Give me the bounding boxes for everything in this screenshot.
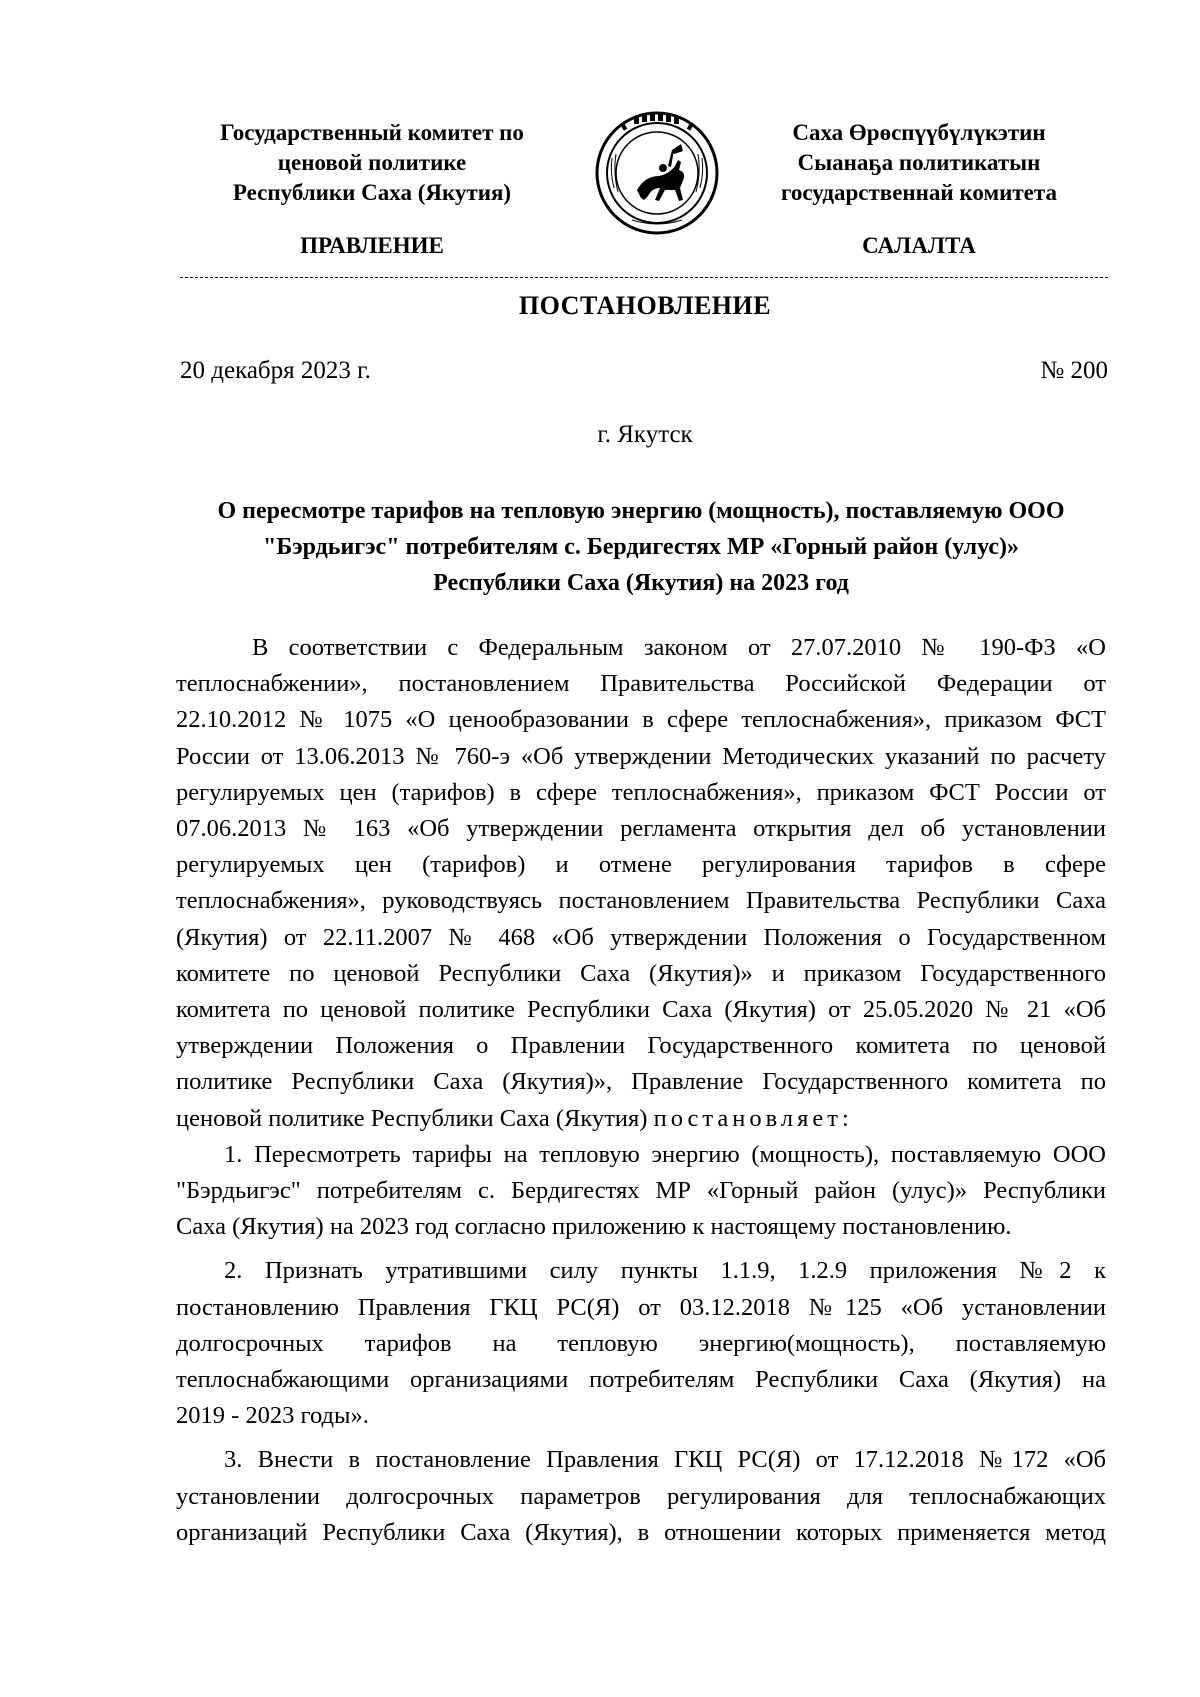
sakha-republic-emblem-icon xyxy=(592,108,722,238)
body-line: 1. Пересмотреть тарифы на тепловую энергию (мощность), поставляемую ООО xyxy=(224,1140,1106,1168)
document-body xyxy=(176,630,1106,1551)
header-left-block xyxy=(176,118,568,208)
body-line: организаций Республики Саха (Якутия), в отношении которых применяется метод xyxy=(176,1518,1106,1546)
header-right-line: Саха Өрөспүүбүлүкэтин xyxy=(792,120,1046,145)
body-line: долгосрочных тарифов на тепловую энергию(мощность), поставляемую xyxy=(176,1329,1106,1357)
body-line: 2019 - 2023 годы». xyxy=(176,1402,369,1430)
body-line: политике Республики Саха (Якутия)», Правление Государственного комитета по xyxy=(176,1068,1106,1096)
body-line: регулируемых цен (тарифов) и отмене регулирования тарифов в сфере xyxy=(176,851,1106,879)
body-line: комитета по ценовой политике Республики Саха (Якутия) от 25.05.2020 № 21 «Об xyxy=(176,996,1106,1024)
preamble-verb: постановляет: xyxy=(653,1104,853,1132)
title-line: Республики Саха (Якутия) на 2023 год xyxy=(433,570,849,596)
document-title xyxy=(176,493,1106,601)
body-line: 3. Внести в постановление Правления ГКЦ РС(Я) от 17.12.2018 №172 «Об xyxy=(224,1446,1106,1474)
document-city: г. Якутск xyxy=(597,421,693,448)
header-divider xyxy=(180,277,1108,278)
header-right-line: Сыанаҕа политикатын xyxy=(797,150,1041,175)
header-right-block xyxy=(748,118,1090,208)
title-line: "Бэрдьигэс" потребителям с. Бердигестях МР «Горный район (улус)» xyxy=(263,534,1019,560)
title-line: О пересмотре тарифов на тепловую энергию (мощность), поставляемую ООО xyxy=(217,498,1065,524)
body-line: утверждении Положения о Правлении Государственного комитета по ценовой xyxy=(176,1032,1106,1060)
body-line: 07.06.2013 № 163 «Об утверждении регламента открытия дел об установлении xyxy=(176,815,1106,843)
preamble-last-text: ценовой политике Республики Саха (Якутия) xyxy=(176,1104,648,1132)
item-3-paragraph xyxy=(176,1442,1106,1551)
document-type: ПОСТАНОВЛЕНИЕ xyxy=(518,291,772,320)
body-line: установлении долгосрочных параметров регулирования для теплоснабжающих xyxy=(176,1482,1106,1510)
item-2-paragraph xyxy=(176,1253,1106,1434)
body-line: России от 13.06.2013 № 760-э «Об утверждении Методических указаний по расчету xyxy=(176,742,1106,770)
document-number: № 200 xyxy=(1040,357,1108,384)
body-line-last xyxy=(176,1101,1106,1137)
body-line: Саха (Якутия) на 2023 год согласно приложению к настоящему постановлению. xyxy=(176,1213,1012,1241)
body-line: комитете по ценовой Республики Саха (Якутия)» и приказом Государственного xyxy=(176,959,1106,987)
body-line: "Бэрдьигэс" потребителям с. Бердигестях МР «Горный район (улус)» Республики xyxy=(176,1177,1106,1205)
body-line: регулируемых цен (тарифов) в сфере теплоснабжения», приказом ФСТ России от xyxy=(176,778,1106,806)
body-line: теплоснабжении», постановлением Правительства Российской Федерации от xyxy=(176,670,1106,698)
header-left-line: ценовой политике xyxy=(277,150,467,175)
body-line: теплоснабжающими организациями потребителям Республики Саха (Якутия) на xyxy=(176,1366,1106,1394)
body-line: (Якутия) от 22.11.2007 № 468 «Об утверждении Положения о Государственном xyxy=(176,923,1106,951)
body-line: В соответствии с Федеральным законом от 27.07.2010 № 190-ФЗ «О xyxy=(252,634,1106,661)
body-line: теплоснабжения», руководствуясь постановлением Правительства Республики Саха xyxy=(176,887,1106,915)
header-left-sub: ПРАВЛЕНИЕ xyxy=(300,233,444,258)
header-left-line: Государственный комитет по xyxy=(220,120,524,145)
body-line: 2. Признать утратившими силу пункты 1.1.9, 1.2.9 приложения №2 к xyxy=(224,1257,1106,1285)
body-line: 22.10.2012 № 1075 «О ценообразовании в сфере теплоснабжения», приказом ФСТ xyxy=(176,706,1106,734)
item-1-paragraph xyxy=(176,1137,1106,1246)
header-right-sub: САЛАЛТА xyxy=(862,233,976,258)
header-right-line: государственнай комитета xyxy=(781,180,1057,205)
preamble-paragraph xyxy=(176,630,1106,1137)
body-line: постановлению Правления ГКЦ РС(Я) от 03.12.2018 №125 «Об установлении xyxy=(176,1293,1106,1321)
header-left-line: Республики Саха (Якутия) xyxy=(232,180,512,205)
document-date: 20 декабря 2023 г. xyxy=(180,357,371,384)
